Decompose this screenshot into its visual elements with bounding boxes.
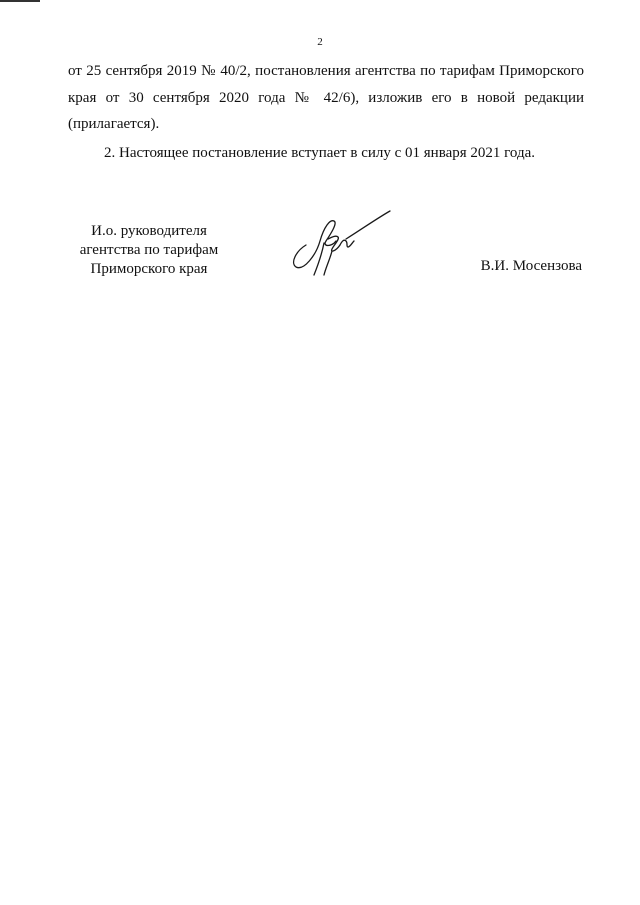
paragraph-effective-date: 2. Настоящее постановление вступает в силу с 01 января 2021 года. <box>104 144 536 161</box>
signatory-title <box>64 222 234 279</box>
paragraph-continuation: от 25 сентября 2019 № 40/2, постановления агентства по тарифам Приморского края от 30 сентября 2020 года № 42/6), изложив его в новой редакции (прилагается). <box>68 63 584 132</box>
signatory-title-line: И.о. руководителя <box>91 223 207 239</box>
document-body <box>68 58 584 166</box>
page-number: 2 <box>317 36 323 48</box>
signatory-title-line: Приморского края <box>90 261 208 277</box>
signatory-title-line: агентства по тарифам <box>79 242 219 258</box>
scan-edge-mark <box>0 0 40 2</box>
handwritten-signature <box>286 205 396 280</box>
signer-name: В.И. Мосензова <box>480 258 582 274</box>
